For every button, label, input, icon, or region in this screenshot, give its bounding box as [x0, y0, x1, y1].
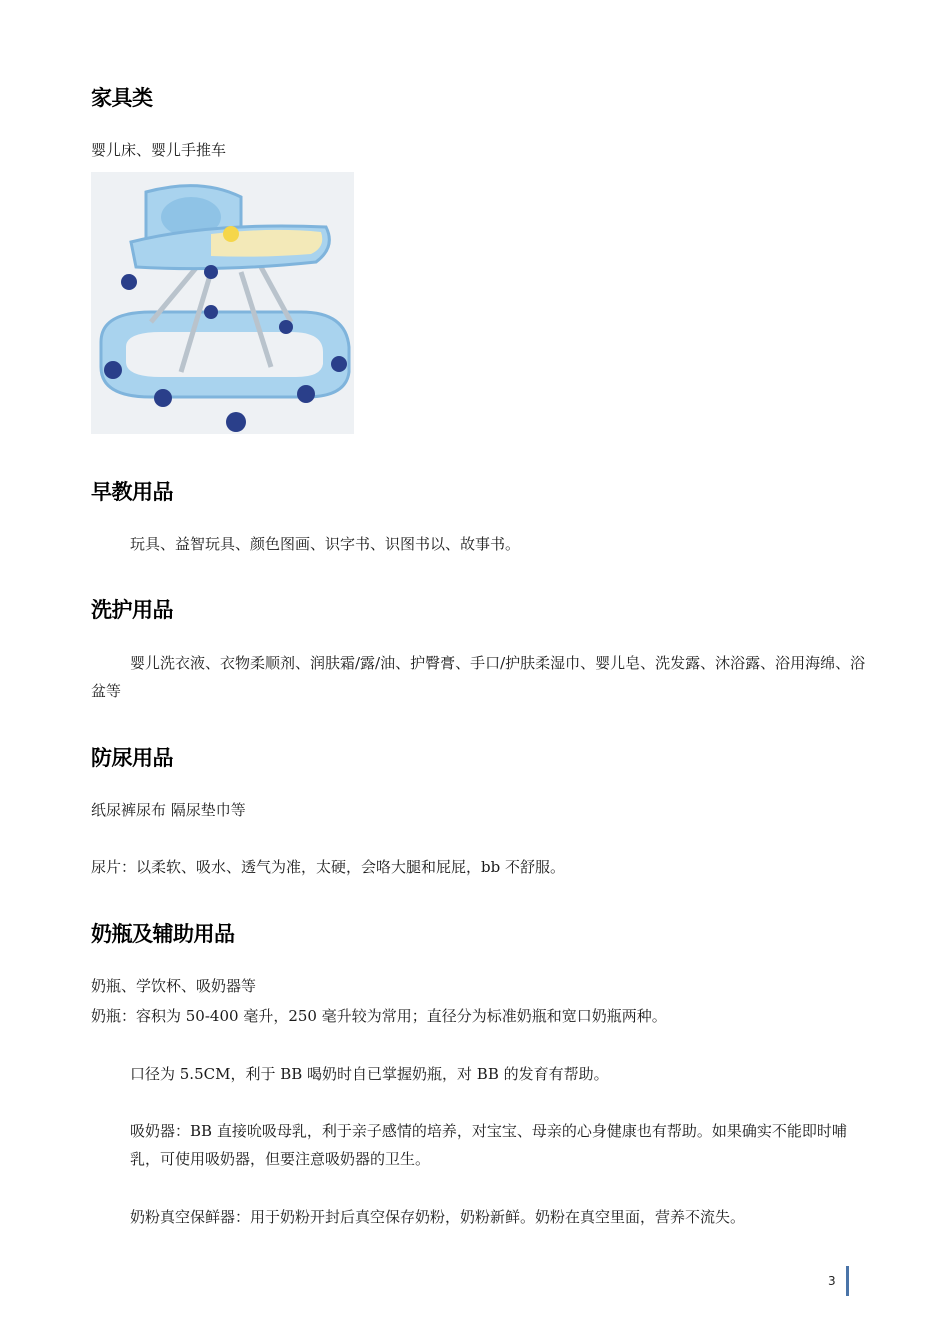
- bottle-line-3: 吸奶器：BB 直接吮吸母乳，利于亲子感情的培养，对宝宝、母亲的心身健康也有帮助。如果确实不能即时哺乳，可使用吸奶器，但要注意吸奶器的卫生。: [130, 1122, 847, 1168]
- early-education-text: 玩具、益智玩具、颜色图画、识字书、识图书以、故事书。: [130, 535, 521, 553]
- care-text: 婴儿洗衣液、衣物柔顺剂、润肤霜/露/油、护臀膏、手口/护肤柔湿巾、婴儿皂、洗发露、沐浴露、浴用海绵、浴盆等: [91, 654, 866, 700]
- diaper-note: 尿片：以柔软、吸水、透气为准，太硬，会咯大腿和屁屁，bb 不舒服。: [91, 858, 565, 876]
- heading-furniture: 家具类: [91, 86, 153, 110]
- page-number-bar: [846, 1266, 849, 1296]
- heading-bottle: 奶瓶及辅助用品: [91, 922, 235, 946]
- bottle-items: 奶瓶、学饮杯、吸奶器等: [91, 977, 257, 995]
- heading-diaper: 防尿用品: [91, 746, 173, 770]
- bottle-line-4: 奶粉真空保鲜器：用于奶粉开封后真空保存奶粉，奶粉新鲜。奶粉在真空里面，营养不流失。: [130, 1208, 746, 1226]
- baby-walker-illustration: [91, 172, 354, 434]
- baby-walker-image: [91, 172, 354, 434]
- bottle-line-1: 奶瓶：容积为 50-400 毫升，250 毫升较为常用；直径分为标准奶瓶和宽口奶瓶两种。: [91, 1007, 667, 1025]
- furniture-items: 婴儿床、婴儿手推车: [91, 141, 227, 159]
- page-number: 3: [828, 1274, 836, 1288]
- diaper-items: 纸尿裤尿布 隔尿垫巾等: [91, 801, 246, 819]
- heading-care: 洗护用品: [91, 598, 173, 622]
- heading-early-education: 早教用品: [91, 480, 173, 504]
- bottle-line-2: 口径为 5.5CM，利于 BB 喝奶时自已掌握奶瓶，对 BB 的发育有帮助。: [130, 1065, 609, 1083]
